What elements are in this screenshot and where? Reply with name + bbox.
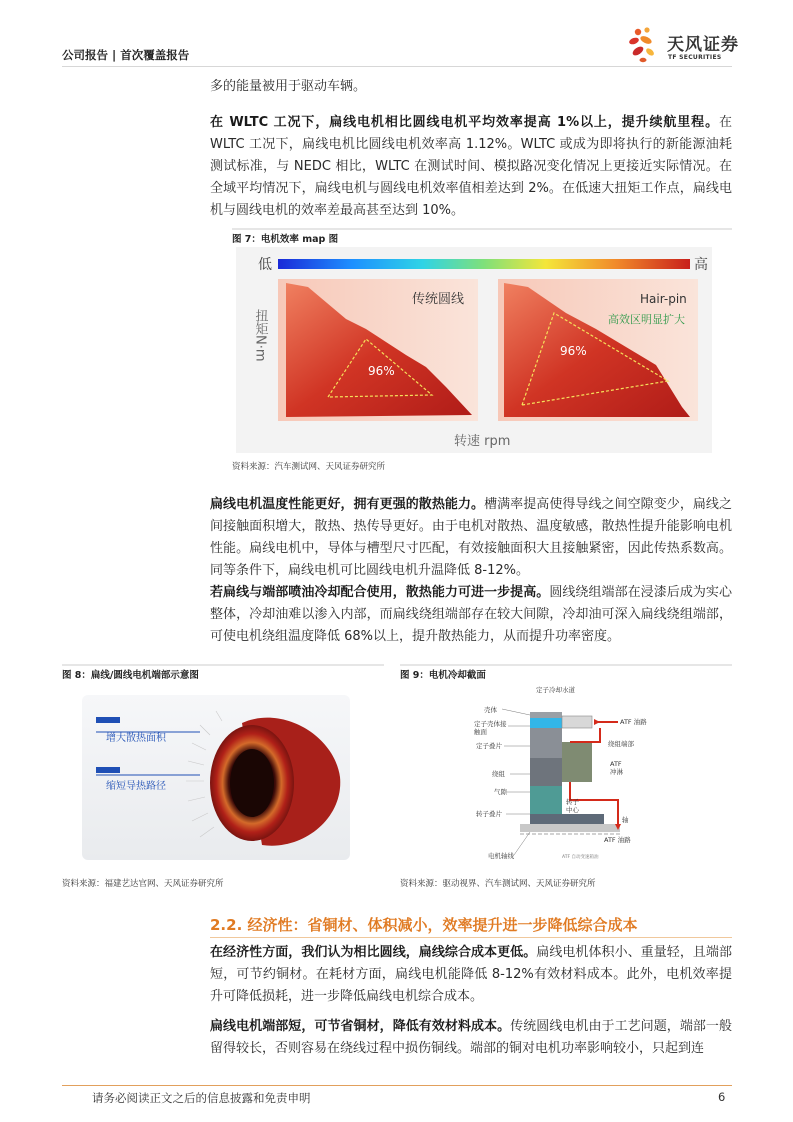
fig9-l1: 定子冷却水道	[536, 686, 575, 694]
footer-disclaimer: 请务必阅读正文之后的信息披露和免责申明	[92, 1091, 311, 1105]
fig9-l3b: 触面	[474, 728, 487, 736]
fig9-r1: ATF 油路	[620, 718, 647, 726]
fig9-r5: 轴	[622, 816, 629, 824]
fig8-label2: 缩短导热路径	[106, 781, 166, 792]
fig8-source: 资料来源：福建艺达官网、天风证券研究所	[62, 879, 224, 889]
fig9-l6: 气隙	[494, 788, 507, 796]
fig9-r3b: 冲淋	[610, 768, 623, 776]
fig9-r3: ATF	[610, 760, 622, 768]
fig9-r2: 绕组端部	[608, 740, 634, 748]
p1-rest: 在 WLTC 工况下，扁线电机比圆线电机效率高 1.12%。WLTC 或成为即将执行的新能源油耗测试标准，与 NEDC 相比，WLTC 在测试时间、模拟路况变化情况上更接近实际情况。在全域平均情况下，扁线电机与圆线电机效率值相差达到 2%。在低速大扭矩工作点，扁线电机与圆线电机的效率差最高甚至达到 10%。	[210, 115, 732, 218]
header-report-type: 公司报告 | 首次覆盖报告	[62, 48, 190, 62]
p5-rest: 传统圆线电机由于工艺问题，端部一般留得较长，否则容易在绕线过程中损伤铜线。端部的铜对电机功率影响较小，只起到连	[210, 1019, 732, 1056]
fig7-caption-bar	[232, 228, 732, 230]
fig7-right-pct: 96%	[560, 344, 587, 358]
fig7-left-pct: 96%	[368, 364, 395, 378]
fig9-source: 资料来源：驱动视界、汽车测试网、天风证券研究所	[400, 879, 596, 889]
fig9-caption: 图 9：电机冷却截面	[400, 670, 486, 681]
p1-bold: 在 WLTC 工况下，扁线电机相比圆线电机平均效率提高 1%以上，提升续航里程。	[210, 115, 719, 130]
fig7-source: 资料来源：汽车测试网、天风证券研究所	[232, 462, 386, 472]
fig7-colorbar	[278, 259, 690, 269]
p3-rest: 圆线绕组端部在浸漆后成为实心整体，冷却油难以渗入内部，而扁线绕组端部存在较大间隙，冷却油可深入扁线绕组端部，可使电机绕组温度降低 68%以上，提升散热能力，从而提升功率密度。	[210, 585, 732, 644]
paragraph-thermal	[210, 494, 732, 582]
section-title: 2.2. 经济性：省铜材、体积减小，效率提升进一步降低综合成本	[210, 916, 638, 934]
fig8-stator-bore	[230, 749, 274, 817]
p0-text: 多的能量被用于驱动车辆。	[210, 79, 367, 94]
fig7-right-title: Hair-pin	[640, 292, 687, 306]
fig8-caption-bar	[62, 664, 384, 666]
fig8-caption: 图 8：扁线/圆线电机端部示意图	[62, 670, 199, 681]
fig8-label2-marker	[96, 767, 120, 773]
paragraph-copper	[210, 1016, 732, 1060]
fig7-y-label: 扭矩N·m	[252, 309, 268, 362]
fig9-rotor-core	[530, 786, 562, 814]
logo-en-text: TF SECURITIES	[668, 54, 722, 61]
header-divider	[62, 66, 732, 67]
p5-bold: 扁线电机端部短，可节省铜材，降低有效材料成本。	[210, 1019, 511, 1034]
p3-bold: 若扁线与端部喷油冷却配合使用，散热能力可进一步提高。	[210, 585, 550, 600]
fig9-l4: 定子叠片	[476, 742, 502, 750]
fig7-x-label: 转速 rpm	[454, 434, 511, 449]
fig9-stator-core	[530, 728, 562, 758]
fig9-shaft	[520, 824, 620, 832]
fig9-cooling-section	[470, 682, 670, 862]
fig9-l8: 电机轴线	[488, 852, 514, 860]
fig7-right-subtitle: 高效区明显扩大	[608, 313, 685, 326]
fig9-r6: ATF 油路	[604, 836, 631, 844]
fig9-r4b: 中心	[566, 806, 579, 814]
logo-cn-text: 天风证券	[667, 35, 739, 55]
footer-divider	[62, 1085, 732, 1086]
paragraph-oil-cooling	[210, 582, 732, 648]
p4-rest: 扁线电机体积小、重量轻，且端部短，可节约铜材。在耗材方面，扁线电机能降低 8-12%有效材料成本。此外，电机效率提升可降低损耗，进一步降低扁线电机综合成本。	[210, 945, 732, 1004]
fig9-end-block	[562, 716, 592, 728]
p2-bold: 扁线电机温度性能更好，拥有更强的散热能力。	[210, 497, 485, 512]
section-title-underline	[210, 937, 732, 938]
fig9-l2: 壳体	[484, 706, 497, 714]
fig9-winding	[530, 758, 562, 786]
fig7-left-title: 传统圆线	[412, 292, 465, 307]
fig8-motor-illustration	[82, 695, 350, 860]
fig9-l3: 定子壳体接	[474, 720, 507, 728]
fig8-label1: 增大散热面积	[106, 733, 166, 744]
fig9-winding-end	[562, 742, 592, 782]
paragraph-intro-tail	[210, 76, 732, 98]
p4-bold: 在经济性方面，我们认为相比圆线，扁线综合成本更低。	[210, 945, 537, 960]
fig7-low-label: 低	[258, 257, 272, 273]
fig9-bottom-note: ATF 自动变速箱油	[562, 855, 599, 860]
fig9-coolant-channel	[530, 718, 562, 728]
fig7-high-label: 高	[694, 257, 708, 273]
page-number: 6	[718, 1090, 726, 1104]
fig9-l5: 绕组	[492, 770, 505, 778]
fig9-r4: 转子	[566, 798, 579, 806]
fig9-rotor	[530, 814, 604, 824]
fig8-label1-marker	[96, 717, 120, 723]
paragraph-economy	[210, 942, 732, 1008]
fig9-l7: 转子叠片	[476, 810, 502, 818]
fig7-efficiency-map	[236, 247, 712, 453]
paragraph-wltc	[210, 112, 732, 222]
fig9-housing	[530, 712, 562, 718]
p2-rest: 槽满率提高使得导线之间空隙变少，扁线之间接触面积增大，散热、热传导更好。由于电机对散热、温度敏感，散热性提升能影响电机性能。扁线电机中，导体与槽型尺寸匹配，有效接触面积大且接触紧密，因此传热系数高。同等条件下，扁线电机可比圆线电机升温降低 8-12%。	[210, 497, 732, 578]
fig7-caption: 图 7：电机效率 map 图	[232, 234, 339, 245]
fig9-caption-bar	[400, 664, 732, 666]
